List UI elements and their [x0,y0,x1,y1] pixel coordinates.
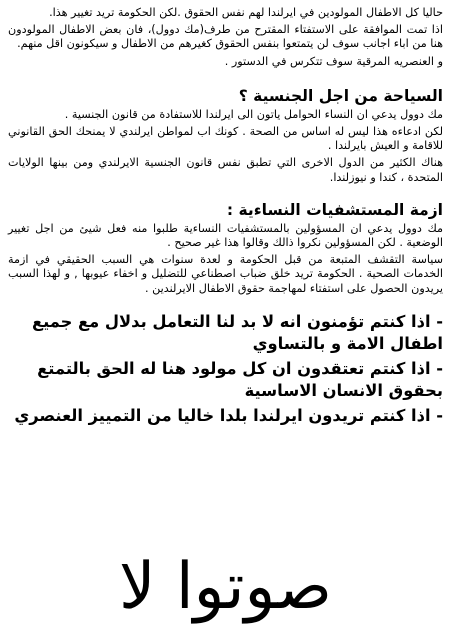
section2-paragraph-2: سياسة التقشف المتبعة من قبل الحكومة و لعدة سنوات هي السبب الحقيقي في ازمة الخدمات الصحية . الحكومة تريد خلق ضباب اصطناعي للتضليل و اخفاء عيوبها , و لهذا السبب يريدون الحصول على استفتاء لمهاجمة حقوق الاطفال الايرلندين . [8,253,443,295]
section-heading-citizenship-tourism: السياحة من اجل الجنسية ؟ [238,86,443,105]
section-spacer [8,72,443,86]
intro-paragraph-3: و العنصريه المرقية سوف تتكرس في الدستور . [224,54,443,68]
section-spacer [8,188,443,200]
demand-line-1: - اذا كنتم تؤمنون انه لا بد لنا التعامل بدلال مع جميع اطفال الامة و بالتساوي [31,311,443,354]
section1-paragraph-2: لكن ادعاءه هذا ليس له اساس من الصحة . كونك اب لمواطن ايرلندي لا يمنحك الحق القانوني للاقامة و العيش بايرلندا . [8,125,443,153]
vote-no-slogan: صوتوا لا [119,550,332,624]
demand-line-2: - اذا كنتم تعتقدون ان كل مولود هنا له الحق بالتمتع بحقوق الانسان الاساسية [37,358,443,401]
intro-paragraph-1: حاليا كل الاطفال المولودين في ايرلندا لهم نفس الحقوق .لكن الحكومة تريد تغيير هذا. [49,6,443,19]
section1-paragraph-1: مك دوول يدعي ان النساء الحوامل ياتون الى ايرلندا للاستفادة من قانون الجنسية . [64,107,443,121]
intro-paragraph-2: اذا تمت الموافقة على الاستفتاء المقترح من طرف(مك دوول)، فان بعض الاطفال المولودون هنا من اباء اجانب سوف لن يتمتعوا بنفس الحقوق كغيرهم من الاطفال و سيكونون اقل منهم. [8,23,443,51]
section2-paragraph-1: مك دوول يدعي ان المسؤولين بالمستشفيات النساءية طلبوا منه فعل شيئ من اجل تغيير الوضعية . لكن المسؤولين نكروا ذالك وقالوا هذا غير صحيح . [8,221,443,250]
section1-paragraph-3: هناك الكثير من الدول الاخرى التي تطبق نفس قانون الجنسية الايرلندي ومن بينها الولايات المتحدة ، كندا و نيوزلندا. [8,156,443,184]
section-spacer [8,299,443,311]
demand-line-3: - اذا كنتم تريدون ايرلندا بلدا خاليا من التمييز العنصري [14,405,443,425]
section-heading-maternity-crisis: ازمة المستشفيات النساءية : [226,200,443,219]
